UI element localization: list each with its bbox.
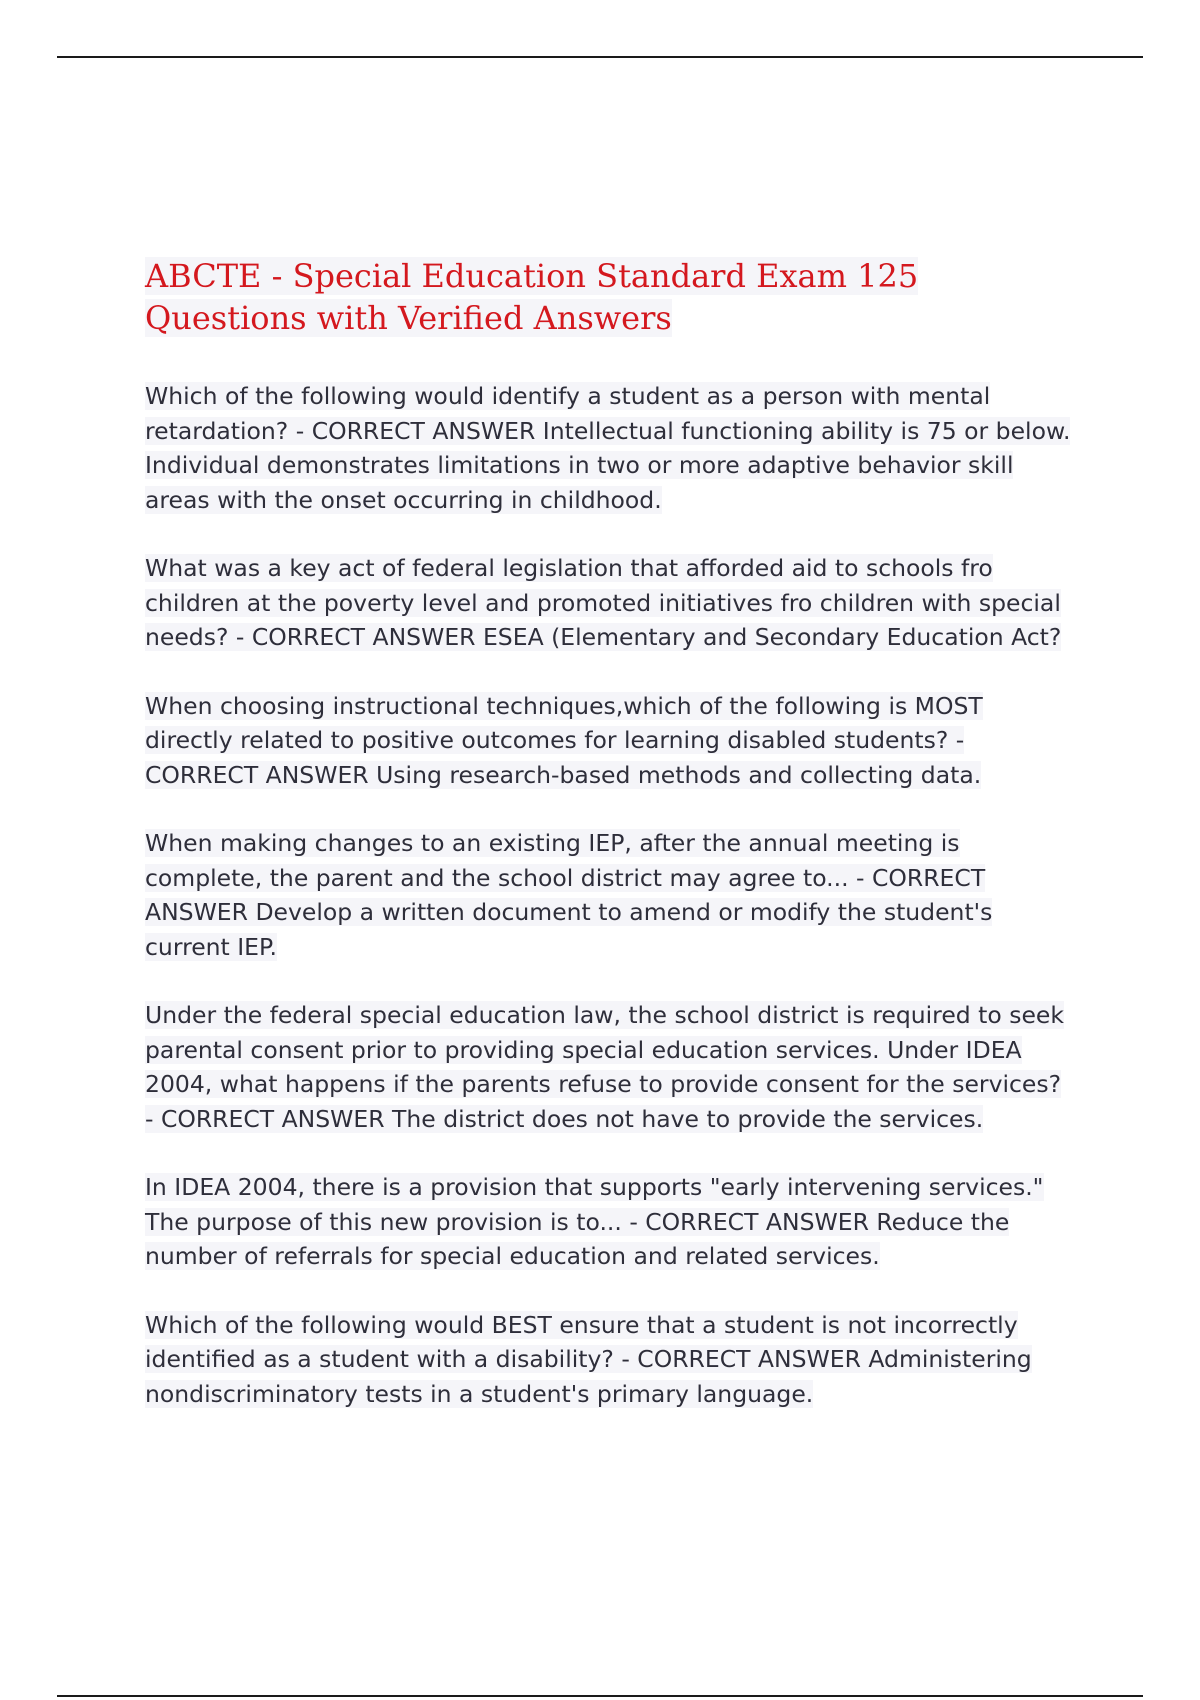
bottom-rule [57, 1695, 1143, 1697]
qa-item [145, 826, 1075, 964]
qa-item [145, 998, 1075, 1136]
qa-text: In IDEA 2004, there is a provision that supports "early intervening services." The purpose of this new provision is to... - CORRECT ANSWER Reduce the number of referrals for special education and related services. [145, 1173, 1044, 1270]
qa-item [145, 379, 1075, 517]
qa-text: When choosing instructional techniques,which of the following is MOST directly related to positive outcomes for learning disabled students? - CORRECT ANSWER Using research-based methods and collecting data. [145, 691, 983, 789]
qa-text: Which of the following would identify a student as a person with mental retardation? - CORRECT ANSWER Intellectual functioning ability is 75 or below. Individual demonstrates limitations in two or more adaptive behavior skill areas with the onset occurring in childhood. [145, 382, 1071, 514]
title-block [145, 255, 1075, 339]
qa-item [145, 551, 1075, 655]
top-rule [57, 56, 1143, 58]
qa-text: Under the federal special education law, the school district is required to seek parental consent prior to providing special education services. Under IDEA 2004, what happens if the parents refuse to provide consent for the services? - CORRECT ANSWER The district does not have to provide the services. [145, 1001, 1064, 1133]
document-body [145, 255, 1075, 1445]
qa-text: What was a key act of federal legislation that afforded aid to schools fro children at the poverty level and promoted initiatives fro children with special needs? - CORRECT ANSWER ESEA (Elementary and Secondary Education Act? [145, 554, 1062, 651]
qa-item [145, 689, 1075, 793]
qa-text: Which of the following would BEST ensure that a student is not incorrectly identified as a student with a disability? - CORRECT ANSWER Administering nondiscriminatory tests in a student's primary language. [145, 1310, 1032, 1408]
qa-text: When making changes to an existing IEP, after the annual meeting is complete, the parent and the school district may agree to... - CORRECT ANSWER Develop a written document to amend or modify the student's current IEP. [145, 829, 993, 961]
qa-item [145, 1170, 1075, 1274]
document-title: ABCTE - Special Education Standard Exam 125 Questions with Verified Answers [145, 257, 919, 337]
qa-item [145, 1308, 1075, 1412]
